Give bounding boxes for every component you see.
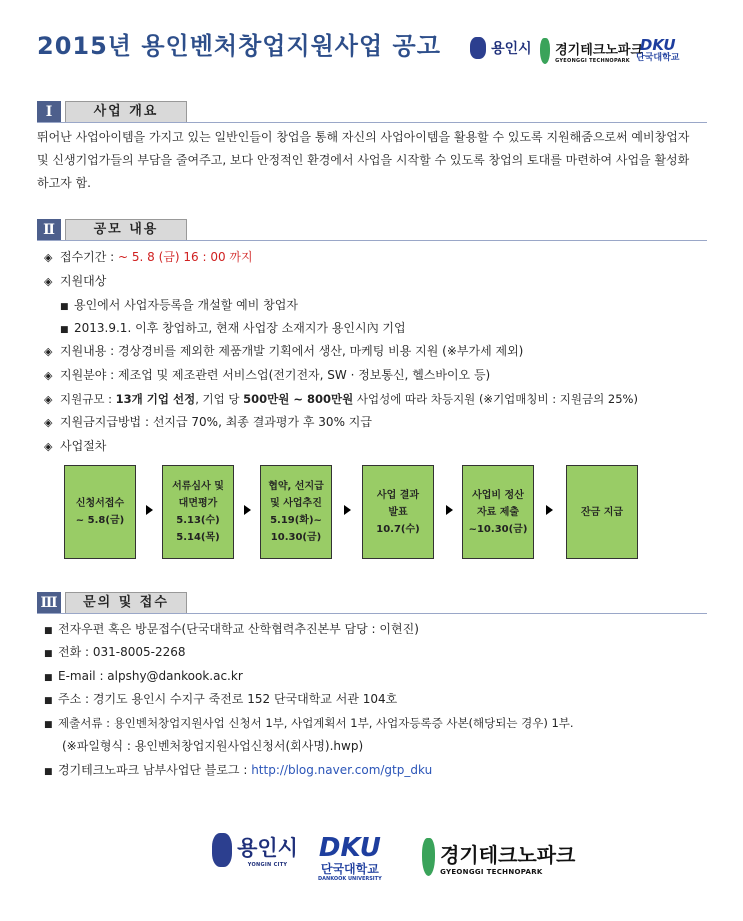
content-row [44, 342, 523, 360]
target-row [44, 272, 106, 290]
gtp-footer-sub: GYEONGGI TECHNOPARK [440, 867, 543, 876]
file-note: (※파일형식 : 용인벤처창업지원사업신청서(회사명).hwp) [62, 739, 364, 753]
step-1-line-1: 신청서접수 [75, 498, 125, 509]
yongin-logo-text: 용인시 [491, 41, 532, 57]
target-item-1-text: 용인에서 사업자등록을 개설할 예비 창업자 [74, 298, 298, 312]
blog-row [44, 761, 432, 779]
step-4-line-3: 10.7(수) [376, 523, 420, 535]
section-2-number: Ⅱ [37, 219, 61, 241]
scale-companies: 13개 기업 선정 [115, 392, 196, 406]
diamond-bullet-icon: ◈ [44, 416, 53, 429]
diamond-bullet-icon: ◈ [44, 369, 53, 382]
contact-item-1-text: 전자우편 혹은 방문접수(단국대학교 산학협력추진본부 담당 : 이현진) [58, 622, 419, 636]
section-1-body [37, 126, 709, 195]
arrow-right-icon [146, 505, 153, 515]
step-3-line-2: 및 사업추진 [270, 498, 322, 509]
process-label: 사업절차 [60, 439, 107, 453]
overview-line-2: 및 신생기업가들의 부담을 줄여주고, 보다 안정적인 환경에서 사업을 시작할 수 있도록 창업의 토대를 마련하여 사업을 활성화 [37, 153, 690, 167]
step-settlement [462, 465, 534, 559]
period-label: 접수기간 : [60, 250, 119, 264]
dku-logo-sub: 단국대학교 [636, 53, 680, 63]
scale-suffix: 사업성에 따라 차등지원 (※기업매칭비 : 지원금의 25%) [353, 392, 638, 406]
dku-logo-top [636, 37, 679, 63]
arrow-right-icon [244, 505, 251, 515]
scale-prefix: 지원규모 : [60, 392, 116, 406]
section-2-divider [37, 240, 707, 241]
dku-logo-text: DKU [639, 36, 676, 54]
section-3-divider [37, 613, 707, 614]
gtp-leaf-icon [422, 838, 435, 876]
step-4-line-2: 발표 [388, 506, 408, 518]
gtp-logo-text: 경기테크노파크 [555, 42, 643, 58]
section-3-number: Ⅲ [37, 592, 61, 614]
step-3-line-3: 5.19(화)~ [270, 515, 322, 526]
field-text: 지원분야 : 제조업 및 제조관련 서비스업(전기전자, SW · 정보통신, 헬스바이오 등) [60, 368, 491, 382]
contact-item-2 [44, 643, 186, 661]
target-item-1 [60, 296, 298, 314]
diamond-bullet-icon: ◈ [44, 251, 53, 264]
contact-item-4 [44, 690, 397, 708]
diamond-bullet-icon: ◈ [44, 345, 53, 358]
square-bullet-icon: ■ [60, 325, 69, 335]
target-label: 지원대상 [60, 274, 107, 288]
square-bullet-icon: ■ [60, 302, 69, 312]
step-3-line-1: 협약, 선지급 [268, 481, 324, 492]
section-1-divider [37, 122, 707, 123]
step-result [362, 465, 434, 559]
step-5-line-2: 자료 제출 [476, 506, 520, 518]
overview-line-3: 하고자 함. [37, 176, 91, 190]
yongin-emblem-icon [470, 37, 486, 59]
arrow-right-icon [546, 505, 553, 515]
section-2-title: 공모 내용 [65, 219, 187, 241]
process-row [44, 437, 106, 455]
yongin-logo-footer [212, 832, 298, 868]
contact-item-5 [44, 714, 574, 732]
square-bullet-icon: ■ [44, 673, 53, 683]
diamond-bullet-icon: ◈ [44, 393, 53, 406]
yongin-logo-top [470, 37, 532, 59]
contact-item-1 [44, 620, 419, 638]
square-bullet-icon: ■ [44, 767, 53, 777]
step-6-line-1: 잔금 지급 [580, 506, 624, 518]
scale-mid: , 기업 당 [195, 392, 244, 406]
section-3-title: 문의 및 접수 [65, 592, 187, 614]
page-title: 2015년 용인벤처창업지원사업 공고 [37, 32, 441, 60]
dku-footer-sub: 단국대학교 [320, 862, 379, 876]
step-2-line-3: 5.13(수) [176, 515, 220, 526]
gtp-leaf-icon [540, 38, 550, 64]
content-text: 지원내용 : 경상경비를 제외한 제품개발 기획에서 생산, 마케팅 비용 지원 (※부가세 제외) [60, 344, 524, 358]
arrow-right-icon [344, 505, 351, 515]
scale-row [44, 390, 638, 408]
step-2-line-1: 서류심사 및 [172, 481, 224, 492]
contact-item-2-text: 전화 : 031-8005-2268 [58, 645, 186, 659]
overview-line-1: 뛰어난 사업아이템을 가지고 있는 일반인들이 창업을 통해 자신의 사업아이템을 활용할 수 있도록 지원해줌으로써 예비창업자 [37, 130, 690, 144]
arrow-right-icon [446, 505, 453, 515]
yongin-footer-sub: YONGIN CITY [247, 862, 288, 868]
target-item-2-text: 2013.9.1. 이후 창업하고, 현재 사업장 소재지가 용인시內 기업 [74, 321, 406, 335]
step-5-line-1: 사업비 정산 [472, 489, 524, 501]
step-application [64, 465, 136, 559]
section-1-title: 사업 개요 [65, 101, 187, 123]
payment-text: 지원금지급방법 : 선지급 70%, 최종 결과평가 후 30% 지급 [60, 415, 372, 429]
dku-logo-footer [318, 834, 382, 882]
square-bullet-icon: ■ [44, 720, 53, 730]
square-bullet-icon: ■ [44, 696, 53, 706]
step-final-payment [566, 465, 638, 559]
contact-item-5-text: 제출서류 : 용인벤처창업지원사업 신청서 1부, 사업계획서 1부, 사업자등록증 사본(해당되는 경우) 1부. [58, 716, 574, 730]
target-item-2 [60, 319, 406, 337]
diamond-bullet-icon: ◈ [44, 440, 53, 453]
gtp-footer-text: 경기테크노파크 [440, 842, 576, 867]
dku-footer-text: DKU [318, 833, 381, 863]
square-bullet-icon: ■ [44, 626, 53, 636]
yongin-emblem-icon [212, 833, 232, 867]
yongin-footer-text: 용인시 [237, 836, 298, 860]
step-5-line-3: ~10.30(금) [468, 523, 528, 535]
dku-footer-sub2: DANKOOK UNIVERSITY [318, 876, 382, 882]
step-2-line-2: 대면평가 [178, 498, 218, 509]
blog-label: 경기테크노파크 남부사업단 블로그 : [58, 763, 252, 777]
step-review [162, 465, 234, 559]
contact-item-3 [44, 667, 243, 685]
gtp-logo-top [540, 38, 643, 64]
scale-amount: 500만원 ~ 800만원 [243, 392, 354, 406]
step-4-line-1: 사업 결과 [376, 489, 420, 501]
gtp-logo-footer [422, 838, 575, 876]
section-1-number: Ⅰ [37, 101, 61, 123]
step-1-line-2: ~ 5.8(금) [75, 515, 125, 526]
field-row [44, 366, 490, 384]
contact-item-3-text[interactable]: E-mail : alpshy@dankook.ac.kr [58, 669, 243, 683]
period-row [44, 248, 253, 266]
square-bullet-icon: ■ [44, 649, 53, 659]
step-2-line-4: 5.14(목) [176, 532, 220, 543]
gtp-logo-sub: GYEONGGI TECHNOPARK [555, 57, 630, 64]
contact-item-4-text: 주소 : 경기도 용인시 수지구 죽전로 152 단국대학교 서관 104호 [58, 692, 398, 706]
period-value: ~ 5. 8 (금) 16 : 00 까지 [118, 250, 253, 264]
payment-row [44, 413, 372, 431]
step-3-line-4: 10.30(금) [270, 532, 322, 543]
step-agreement [260, 465, 332, 559]
diamond-bullet-icon: ◈ [44, 275, 53, 288]
blog-link[interactable]: http://blog.naver.com/gtp_dku [251, 763, 433, 777]
